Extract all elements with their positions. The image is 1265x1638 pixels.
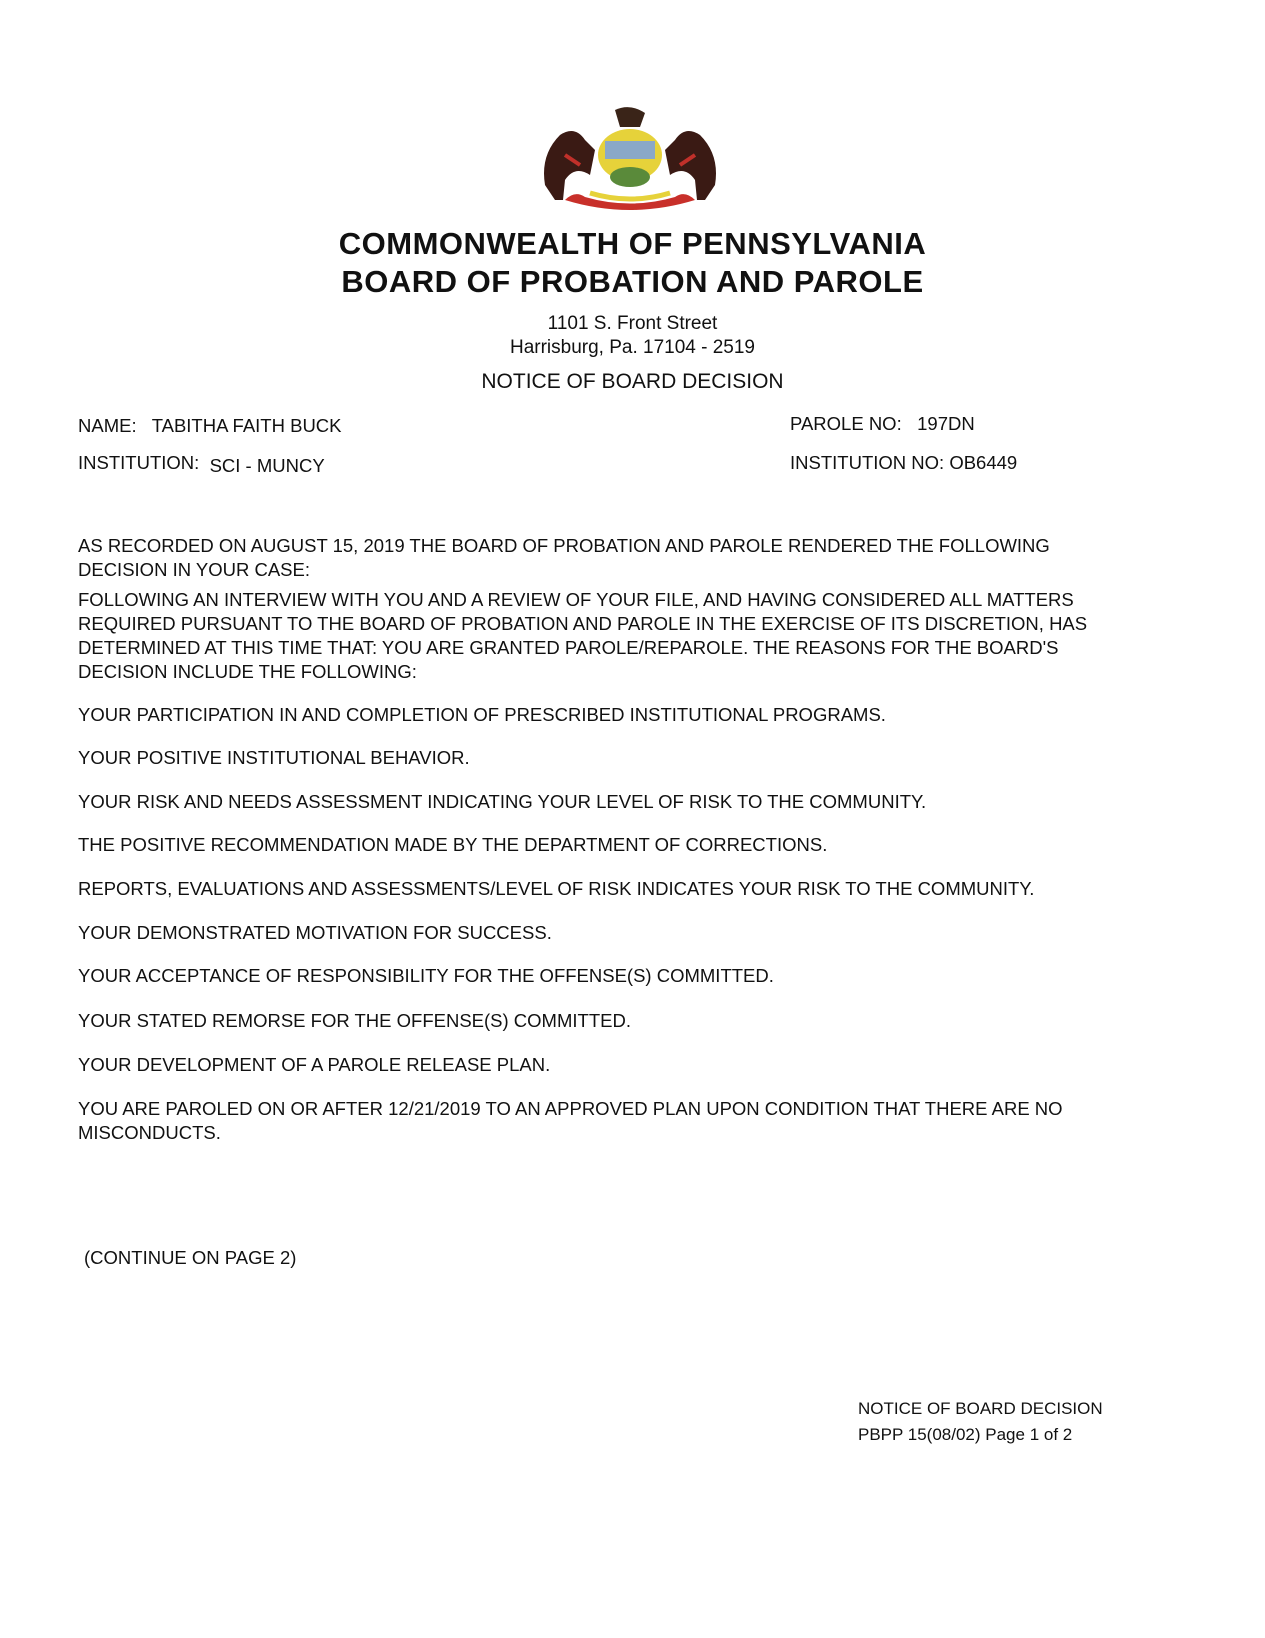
institution-value: SCI - MUNCY	[209, 455, 325, 476]
name-field	[78, 414, 342, 438]
name-value: TABITHA FAITH BUCK	[151, 415, 342, 436]
parole-no-field	[790, 412, 975, 436]
reason-item: YOUR STATED REMORSE FOR THE OFFENSE(S) COMMITTED.	[78, 1010, 631, 1031]
reason-item: REPORTS, EVALUATIONS AND ASSESSMENTS/LEVEL OF RISK INDICATES YOUR RISK TO THE COMMUNITY.	[78, 878, 1035, 899]
intro-paragraph: AS RECORDED ON AUGUST 15, 2019 THE BOARD OF PROBATION AND PAROLE RENDERED THE FOLLOWING DECISION IN YOUR CASE:	[78, 535, 1050, 580]
footer-form-title: NOTICE OF BOARD DECISION	[858, 1399, 1103, 1418]
decision-paragraph: FOLLOWING AN INTERVIEW WITH YOU AND A REVIEW OF YOUR FILE, AND HAVING CONSIDERED ALL MATTERS REQUIRED PURSUANT TO THE BOARD OF PROBATION AND PAROLE IN THE EXERCISE OF ITS DISCRETION, HAS DETERMINED AT THIS TIME THAT: YOU ARE GRANTED PAROLE/REPAROLE. THE REASONS FOR THE BOARD'S DECISION INCLUDE THE FOLLOWING:	[78, 589, 1088, 682]
reason-item: THE POSITIVE RECOMMENDATION MADE BY THE DEPARTMENT OF CORRECTIONS.	[78, 834, 828, 855]
reason-item: YOUR ACCEPTANCE OF RESPONSIBILITY FOR THE OFFENSE(S) COMMITTED.	[78, 965, 774, 986]
address-city: Harrisburg, Pa. 17104 - 2519	[509, 337, 756, 358]
continue-note: (CONTINUE ON PAGE 2)	[84, 1247, 297, 1268]
reason-item: YOUR RISK AND NEEDS ASSESSMENT INDICATING YOUR LEVEL OF RISK TO THE COMMUNITY.	[78, 791, 927, 812]
parole-no-label: PAROLE NO:	[790, 413, 902, 434]
institution-no-label: INSTITUTION NO:	[790, 452, 945, 473]
notice-title: NOTICE OF BOARD DECISION	[481, 370, 784, 393]
institution-no-value: OB6449	[949, 452, 1018, 473]
name-label: NAME:	[78, 415, 137, 436]
reason-item: YOUR POSITIVE INSTITUTIONAL BEHAVIOR.	[78, 747, 470, 768]
condition-paragraph: YOU ARE PAROLED ON OR AFTER 12/21/2019 TO AN APPROVED PLAN UPON CONDITION THAT THERE ARE NO MISCONDUCTS.	[78, 1098, 1063, 1143]
parole-no-value: 197DN	[917, 413, 975, 434]
pennsylvania-seal-logo	[535, 105, 725, 217]
institution-label: INSTITUTION:	[78, 452, 200, 473]
institution-field	[78, 451, 325, 475]
reason-item: YOUR DEMONSTRATED MOTIVATION FOR SUCCESS.	[78, 922, 552, 943]
institution-no-field	[790, 451, 1017, 475]
header-board: BOARD OF PROBATION AND PAROLE	[341, 264, 924, 299]
reason-item: YOUR DEVELOPMENT OF A PAROLE RELEASE PLAN.	[78, 1054, 551, 1075]
header-commonwealth: COMMONWEALTH OF PENNSYLVANIA	[338, 226, 927, 261]
address-street: 1101 S. Front Street	[547, 313, 718, 334]
footer-form-page: PBPP 15(08/02) Page 1 of 2	[858, 1425, 1073, 1444]
reason-item: YOUR PARTICIPATION IN AND COMPLETION OF PRESCRIBED INSTITUTIONAL PROGRAMS.	[78, 704, 886, 725]
